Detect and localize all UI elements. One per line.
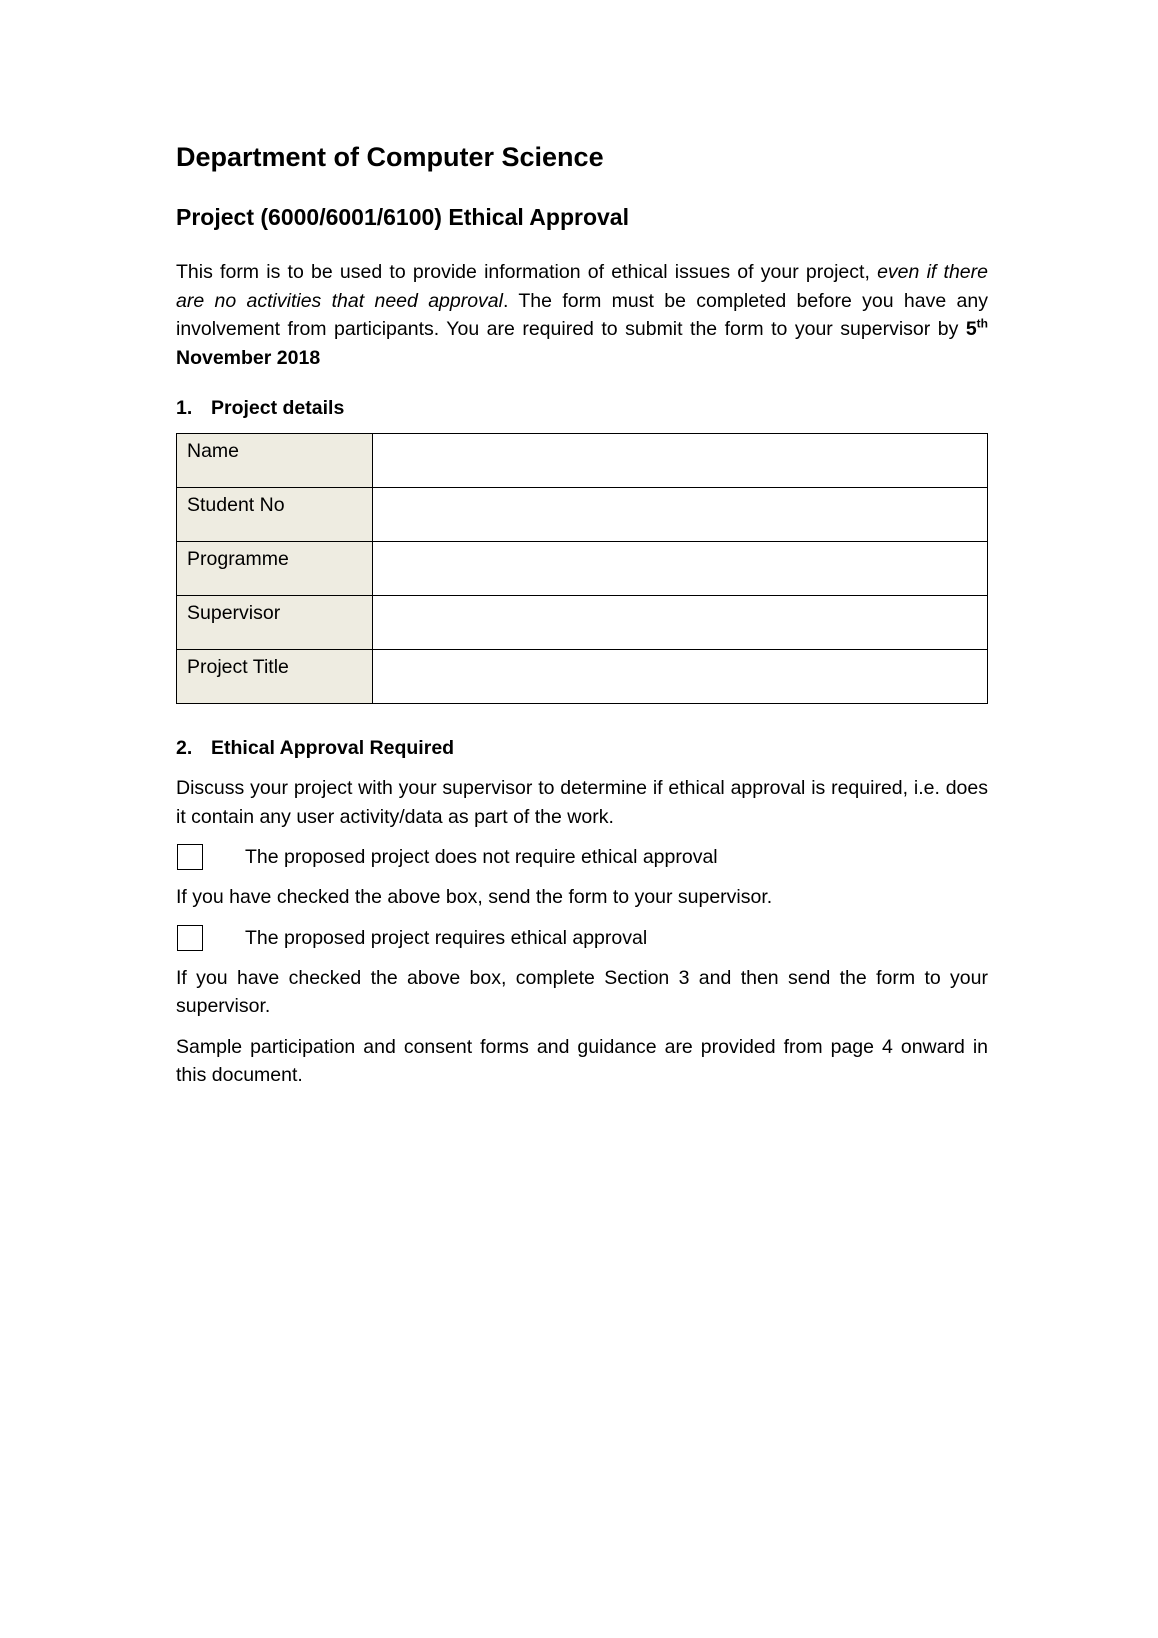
approval-option: [176, 924, 988, 952]
intro-paragraph: [176, 258, 988, 372]
project-details-table: [176, 433, 988, 704]
section-1-number: 1.: [176, 397, 193, 419]
name-label: Name: [177, 434, 373, 488]
table-row: [177, 596, 988, 650]
section-2-number: 2.: [176, 737, 193, 759]
section-2-title: Ethical Approval Required: [211, 737, 455, 759]
deadline-suffix: th: [976, 316, 988, 331]
section-2-heading: [176, 734, 988, 762]
no-approval-option: [176, 843, 988, 871]
document-page: [176, 140, 988, 1090]
intro-text-start: This form is to be used to provide information of ethical issues of your project,: [176, 261, 878, 283]
student-no-label: Student No: [177, 488, 373, 542]
project-title-label: Project Title: [177, 650, 373, 704]
department-heading: Department of Computer Science: [176, 142, 604, 172]
no-approval-label: The proposed project does not require ethical approval: [245, 846, 718, 868]
no-approval-note: If you have checked the above box, send the form to your supervisor.: [176, 886, 773, 908]
intro-italic-text: even if there are no activities that need approval: [176, 261, 988, 312]
intro-text-end: . The form must be completed before you have any involvement from participants. You are required to submit the form to your supervisor by: [176, 289, 988, 340]
table-row: [177, 434, 988, 488]
section-2-description: Discuss your project with your supervisor to determine if ethical approval is required, i.e. does it contain any user activity/data as part of the work.: [176, 777, 988, 828]
deadline-day: 5: [965, 318, 977, 340]
sample-forms-note: Sample participation and consent forms and guidance are provided from page 4 onward in this document.: [176, 1035, 988, 1086]
programme-field[interactable]: [373, 542, 988, 596]
student-no-field[interactable]: [373, 488, 988, 542]
section-1-title: Project details: [211, 397, 345, 419]
table-row: [177, 488, 988, 542]
name-field[interactable]: [373, 434, 988, 488]
project-title-field[interactable]: [373, 650, 988, 704]
approval-required-note: If you have checked the above box, complete Section 3 and then send the form to your supervisor.: [176, 966, 988, 1017]
table-row: [177, 542, 988, 596]
approval-required-checkbox[interactable]: [177, 925, 203, 951]
approval-required-label: The proposed project requires ethical approval: [245, 926, 648, 949]
supervisor-field[interactable]: [373, 596, 988, 650]
form-title: Project (6000/6001/6100) Ethical Approval: [176, 204, 629, 230]
supervisor-label: Supervisor: [177, 596, 373, 650]
table-row: [177, 650, 988, 704]
programme-label: Programme: [177, 542, 373, 596]
section-1-heading: [176, 394, 988, 422]
no-approval-checkbox[interactable]: [177, 844, 203, 870]
deadline-month-year: November 2018: [176, 346, 321, 369]
